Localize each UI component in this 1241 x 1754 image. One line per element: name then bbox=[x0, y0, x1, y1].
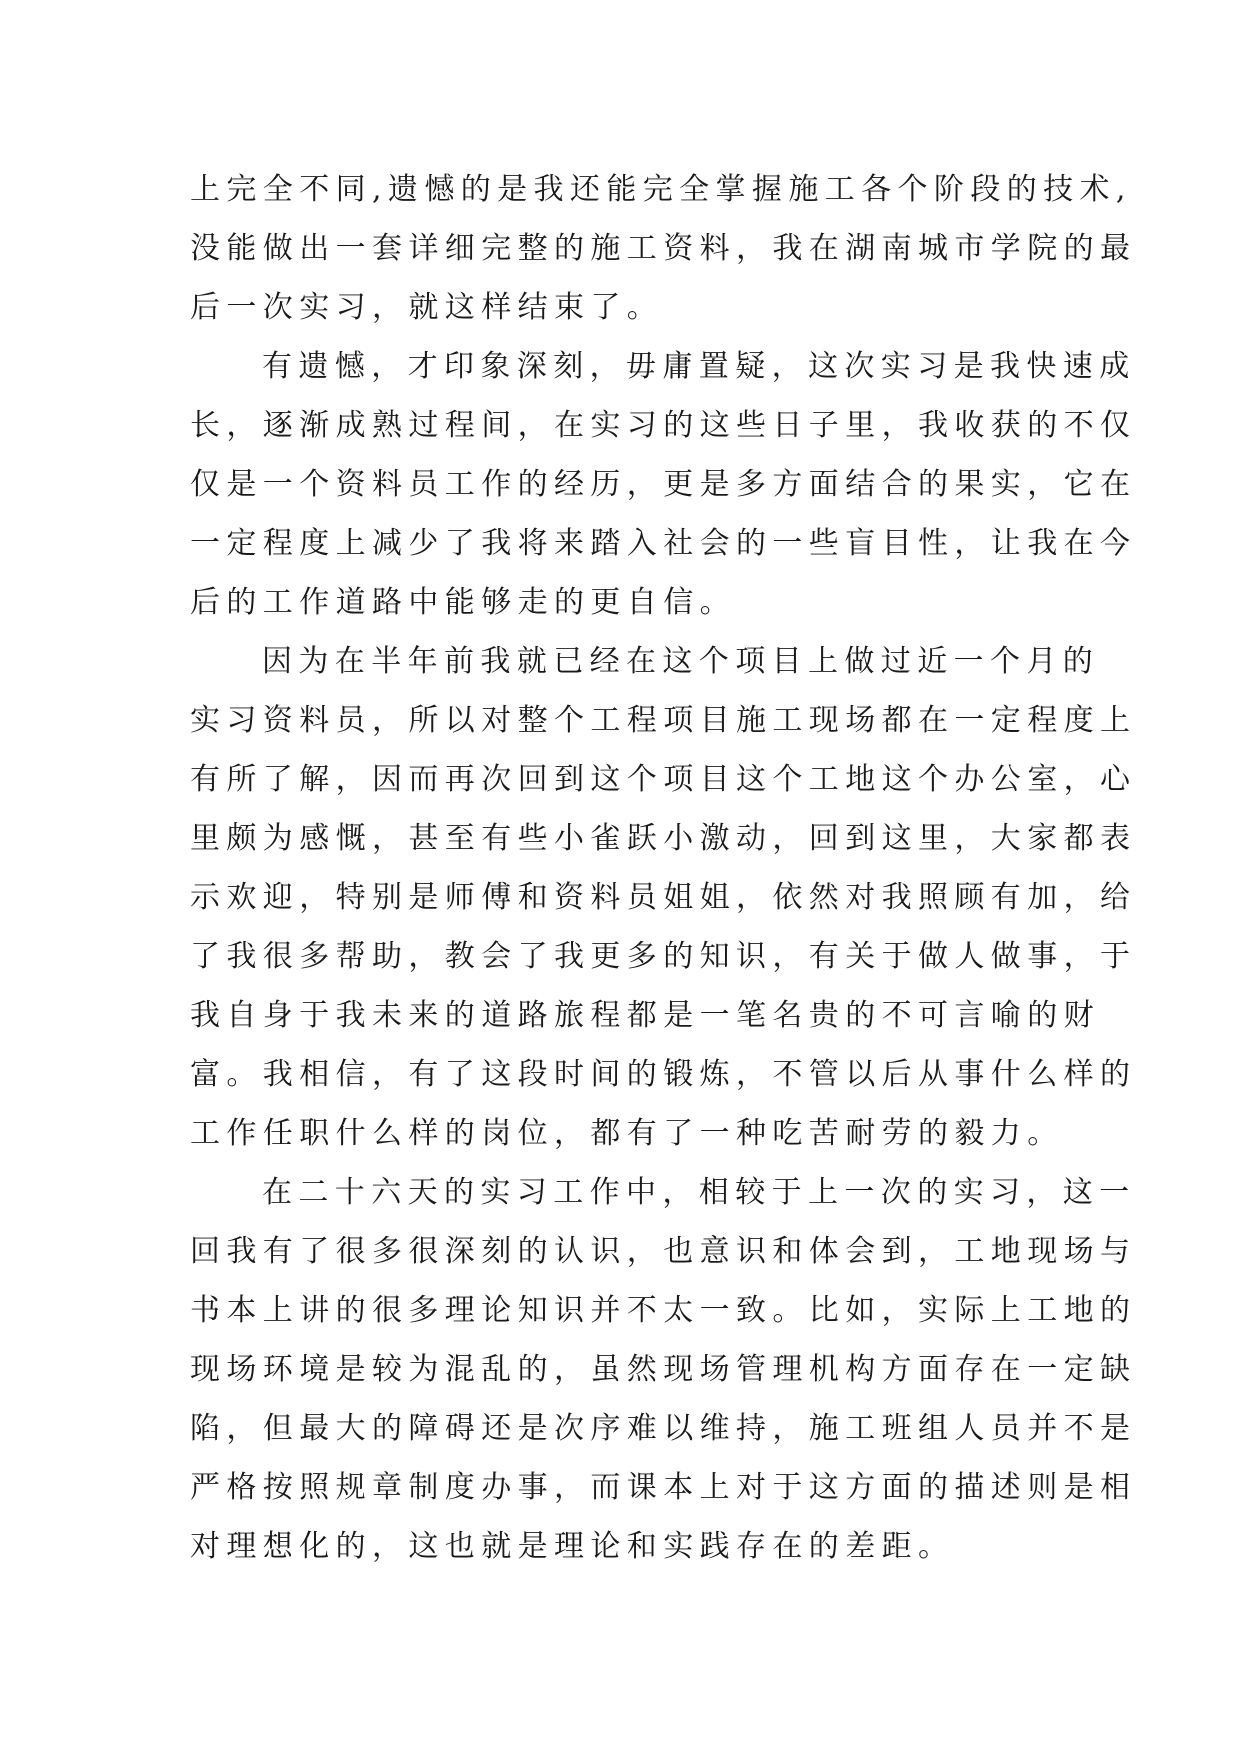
text-line: 书本上讲的很多理论知识并不太一致。比如，实际上工地的 bbox=[190, 1293, 1137, 1328]
text-line: 对理想化的，这也就是理论和实践存在的差距。 bbox=[190, 1529, 955, 1564]
text-line: 里颇为感慨，甚至有些小雀跃小激动，回到这里，大家都表 bbox=[190, 821, 1137, 856]
paragraph-start-line: 有遗憾，才印象深刻，毋庸置疑，这次实习是我快速成 bbox=[262, 349, 1136, 384]
text-line: 实习资料员，所以对整个工程项目施工现场都在一定程度上 bbox=[190, 703, 1137, 738]
text-line: 有所了解，因而再次回到这个项目这个工地这个办公室，心 bbox=[190, 762, 1137, 797]
text-line: 长，逐渐成熟过程间，在实习的这些日子里，我收获的不仅 bbox=[190, 408, 1137, 443]
text-line: 现场环境是较为混乱的，虽然现场管理机构方面存在一定缺 bbox=[190, 1352, 1137, 1387]
paragraph-start-line: 因为在半年前我就已经在这个项目上做过近一个月的 bbox=[262, 644, 1100, 679]
body-text bbox=[190, 160, 1137, 1576]
text-line: 富。我相信，有了这段时间的锻炼，不管以后从事什么样的 bbox=[190, 1057, 1137, 1092]
text-line: 后的工作道路中能够走的更自信。 bbox=[190, 585, 736, 620]
paragraph-start-line: 在二十六天的实习工作中，相较于上一次的实习，这一 bbox=[262, 1175, 1136, 1210]
text-line: 一定程度上减少了我将来踏入社会的一些盲目性，让我在今 bbox=[190, 526, 1137, 561]
text-line: 陷，但最大的障碍还是次序难以维持，施工班组人员并不是 bbox=[190, 1411, 1137, 1446]
text-line: 严格按照规章制度办事，而课本上对于这方面的描述则是相 bbox=[190, 1470, 1137, 1505]
text-line: 了我很多帮助，教会了我更多的知识，有关于做人做事，于 bbox=[190, 939, 1137, 974]
text-line: 没能做出一套详细完整的施工资料，我在湖南城市学院的最 bbox=[190, 231, 1137, 266]
text-line: 回我有了很多很深刻的认识，也意识和体会到，工地现场与 bbox=[190, 1234, 1137, 1269]
text-line: 仅是一个资料员工作的经历，更是多方面结合的果实，它在 bbox=[190, 467, 1137, 502]
text-line: 上完全不同,遗憾的是我还能完全掌握施工各个阶段的技术, bbox=[190, 172, 1132, 207]
text-line: 工作任职什么样的岗位，都有了一种吃苦耐劳的毅力。 bbox=[190, 1116, 1064, 1151]
text-line: 示欢迎，特别是师傅和资料员姐姐，依然对我照顾有加，给 bbox=[190, 880, 1137, 915]
text-line: 我自身于我未来的道路旅程都是一笔名贵的不可言喻的财 bbox=[190, 998, 1100, 1033]
text-line: 后一次实习，就这样结束了。 bbox=[190, 290, 664, 325]
